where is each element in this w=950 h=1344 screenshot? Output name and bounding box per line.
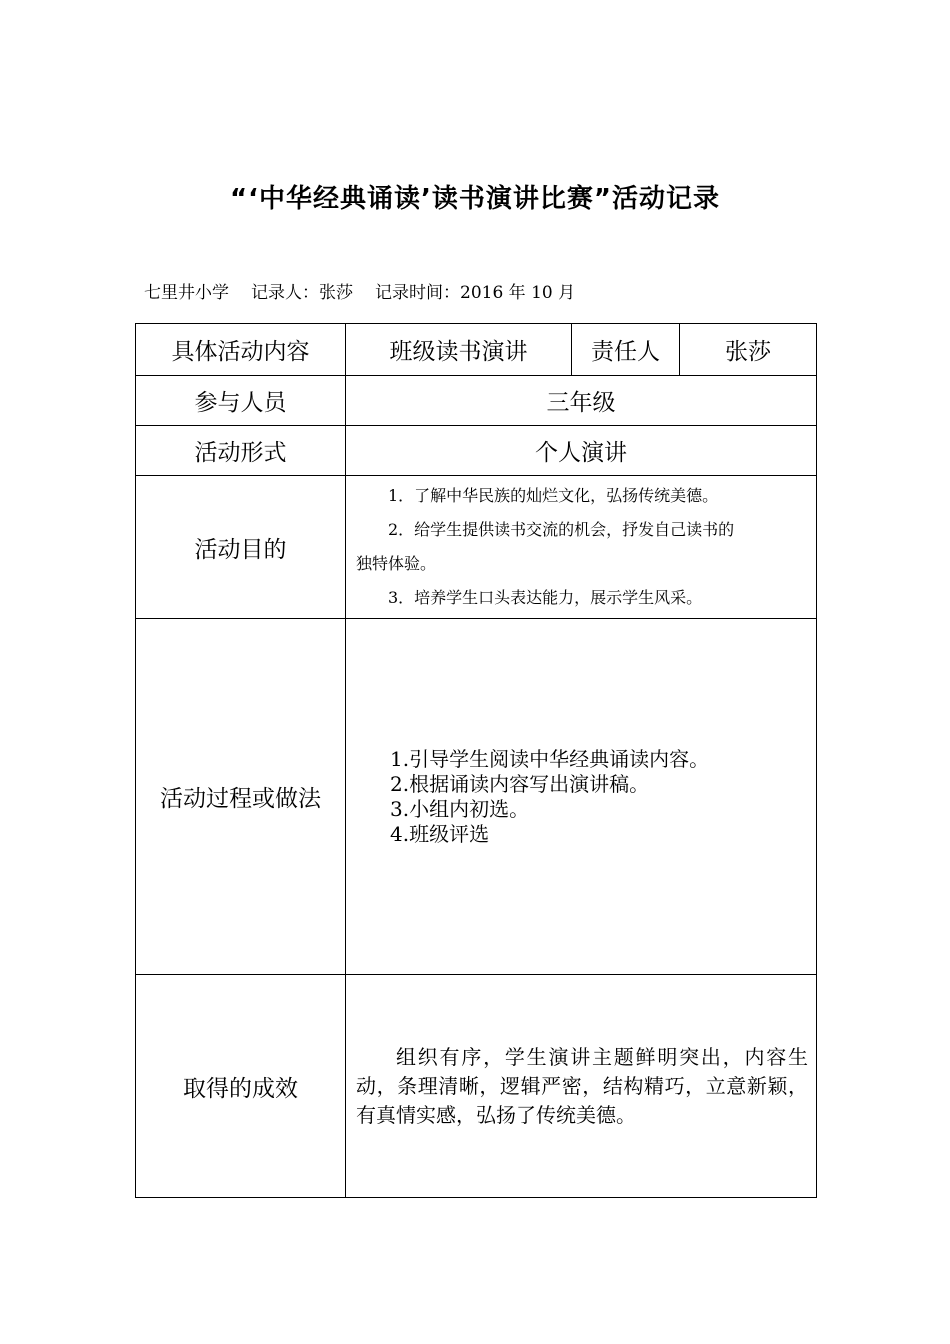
process-label: 活动过程或做法 [136,619,346,975]
document-title: “‘中华经典诵读’读书演讲比赛”活动记录 [230,184,720,214]
table-row [136,619,817,975]
purpose-content [346,476,817,619]
process-step: 4.班级评选 [390,821,490,846]
table-row [136,476,817,619]
results-label: 取得的成效 [136,975,346,1198]
record-meta [144,278,597,303]
activity-form-label: 活动形式 [136,426,346,476]
record-time: 记录时间：2016 年 10 月 [375,283,576,303]
purpose-line: 3．培养学生口头表达能力，展示学生风采。 [388,588,703,607]
purpose-line: 1．了解中华民族的灿烂文化，弘扬传统美德。 [388,486,719,505]
purpose-line: 2．给学生提供读书交流的机会，抒发自己读书的 [388,520,735,539]
recorder: 记录人：张莎 [251,283,353,303]
participants-value: 三年级 [346,376,817,426]
owner-value: 张莎 [680,324,817,376]
process-content [346,619,817,975]
table-row [136,975,817,1198]
process-step: 2.根据诵读内容写出演讲稿。 [390,771,650,796]
activity-form-value: 个人演讲 [346,426,817,476]
school-name: 七里井小学 [144,283,229,303]
table-row [136,376,817,426]
participants-label: 参与人员 [136,376,346,426]
process-step: 1.引导学生阅读中华经典诵读内容。 [390,746,710,771]
process-step: 3.小组内初选。 [390,796,530,821]
activity-record-table [135,323,817,1198]
purpose-label: 活动目的 [136,476,346,619]
purpose-line: 独特体验。 [356,554,437,573]
results-text: 组织有序，学生演讲主题鲜明突出，内容生动，条理清晰，逻辑严密，结构精巧，立意新颖，有真情实感，弘扬了传统美德。 [356,1044,808,1127]
activity-content-label: 具体活动内容 [136,324,346,376]
activity-content-value: 班级读书演讲 [346,324,572,376]
owner-label: 责任人 [572,324,680,376]
table-row [136,324,817,376]
table-row [136,426,817,476]
results-content [346,975,817,1198]
